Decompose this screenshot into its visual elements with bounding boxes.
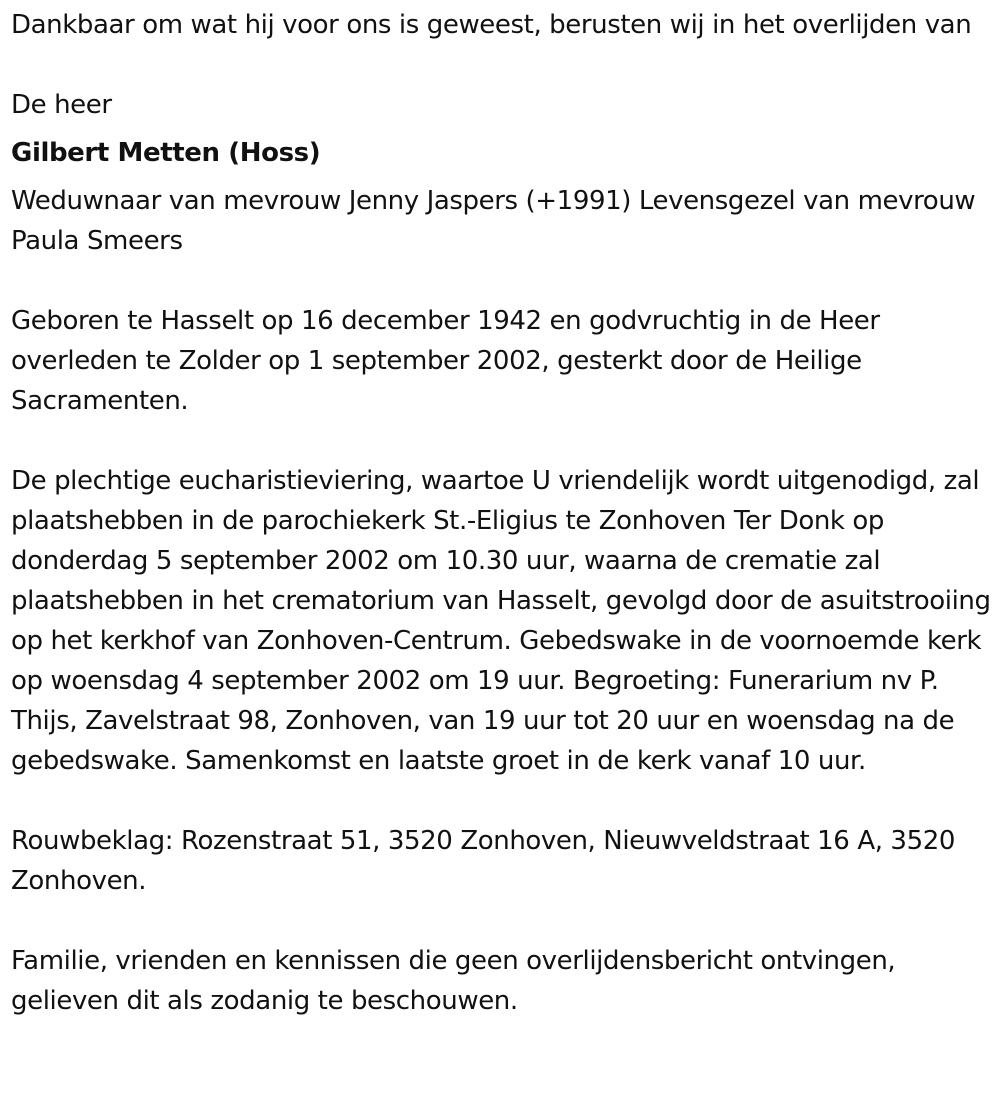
spacer	[11, 261, 995, 301]
spacer	[11, 421, 995, 461]
closing-text: Familie, vrienden en kennissen die geen overlijdensbericht ontvingen, gelieven dit als zodanig te beschouwen.	[11, 946, 896, 1016]
spacer	[11, 901, 995, 941]
obituary-notice	[11, 5, 995, 1021]
deceased-name: Gilbert Metten (Hoss)	[11, 138, 321, 168]
spacer	[11, 45, 995, 85]
spacer	[11, 781, 995, 821]
mourning-address-text: Rouwbeklag: Rozenstraat 51, 3520 Zonhoven, Nieuwveldstraat 16 A, 3520 Zonhoven.	[11, 826, 955, 896]
ceremony-text: De plechtige eucharistieviering, waartoe U vriendelijk wordt uitgenodigd, zal plaatshebben in de parochiekerk St.-Eligius te Zonhoven Ter Donk op donderdag 5 september 2002 om 10.30 uur, waarna de crematie zal plaatshebben in het crematorium van Hasselt, gevolgd door de asuitstrooiing op het kerkhof van Zonhoven-Centrum. Gebedswake in de voornoemde kerk op woensdag 4 september 2002 om 19 uur. Begroeting: Funerarium nv P. Thijs, Zavelstraat 98, Zonhoven, van 19 uur tot 20 uur en woensdag na de gebedswake. Samenkomst en laatste groet in de kerk vanaf 10 uur.	[11, 466, 991, 776]
honorific: De heer	[11, 90, 112, 120]
relations-text: Weduwnaar van mevrouw Jenny Jaspers (+1991) Levensgezel van mevrouw Paula Smeers	[11, 186, 976, 256]
birth-death-text: Geboren te Hasselt op 16 december 1942 en godvruchtig in de Heer overleden te Zolder op 1 september 2002, gesterkt door de Heilige Sacramenten.	[11, 306, 880, 416]
intro-text: Dankbaar om wat hij voor ons is geweest, berusten wij in het overlijden van	[11, 10, 972, 40]
